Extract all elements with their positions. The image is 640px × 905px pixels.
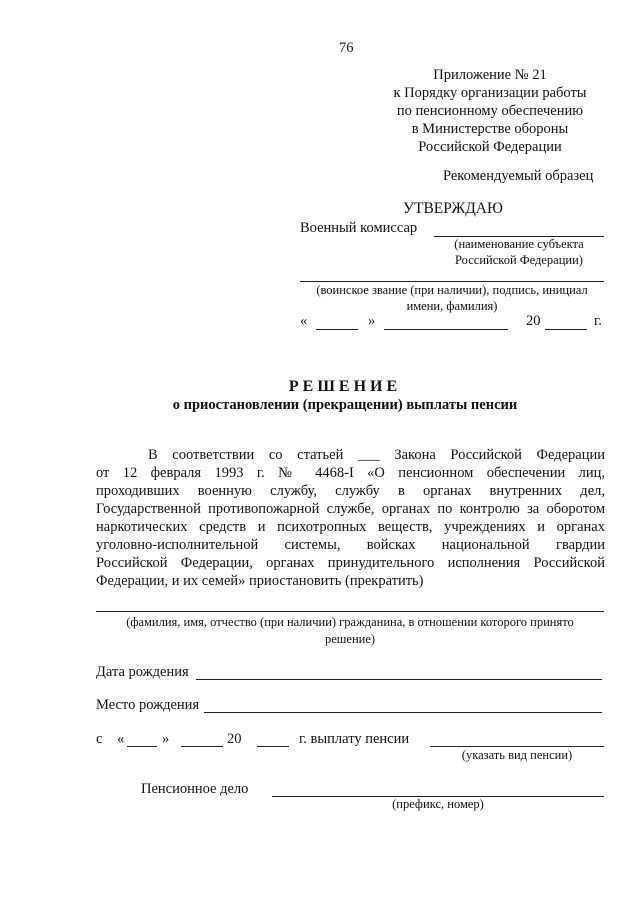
date-day-line — [316, 329, 358, 330]
pension-type-line — [430, 746, 604, 747]
person-hint-2: решение) — [324, 632, 376, 646]
birth-place-label: Место рождения — [96, 697, 200, 713]
subject-hint-2: Российской Федерации) — [455, 253, 583, 267]
person-hint-1: (фамилия, имя, отчество (при наличии) гражданина, в отношении которого принято — [126, 615, 574, 629]
body-line-3: проходивших военную службу, службу в органах внутренних дел, — [96, 483, 605, 499]
appendix-line-5: Российской Федерации — [418, 139, 562, 155]
subject-hint-1: (наименование субъекта — [454, 237, 584, 251]
payment-day-line — [127, 746, 157, 747]
decision-title: РЕШЕНИЕ — [288, 378, 402, 395]
body-line-8: Федерации, и их семей» приостановить (прекратить) — [96, 573, 424, 589]
appendix-line-3: по пенсионному обеспечению — [396, 103, 584, 119]
recommended-sample: Рекомендуемый образец — [443, 168, 594, 184]
payment-month-line — [181, 746, 223, 747]
pension-case-hint: (префикс, номер) — [392, 797, 484, 811]
birth-date-label: Дата рождения — [96, 664, 189, 680]
body-line-5: наркотических средств и психотропных веществ, учреждениях и органах — [96, 519, 605, 535]
payment-open-quote: « — [117, 731, 125, 747]
payment-close-quote: » — [162, 731, 170, 747]
date-close-quote: » — [368, 313, 376, 329]
person-name-line — [96, 611, 604, 612]
body-line-7: Российской Федерации, органах принудительного исполнения Российской — [96, 555, 605, 571]
payment-g-text: г. выплату пенсии — [299, 731, 410, 747]
pension-case-label: Пенсионное дело — [141, 781, 249, 797]
birth-place-line — [204, 712, 602, 713]
rank-hint-2: имени, фамилия) — [406, 299, 498, 313]
birth-date-line — [196, 679, 602, 680]
appendix-line-4: в Министерстве обороны — [411, 121, 569, 137]
rank-line — [300, 281, 604, 282]
payment-year-line — [257, 746, 289, 747]
date-open-quote: « — [300, 313, 308, 329]
body-line-4: Государственной противопожарной службе, органах по контролю за оборотом — [96, 501, 605, 517]
date-year: 20 — [526, 313, 541, 329]
payment-from: с — [96, 731, 103, 747]
page-number: 76 — [339, 40, 354, 56]
commissar-label: Военный комиссар — [300, 220, 418, 236]
date-year-line — [545, 329, 587, 330]
body-line-6: уголовно-исполнительной системы, войсках национальной гвардии — [96, 537, 605, 553]
body-line-2: от 12 февраля 1993 г. № 4468-I «О пенсионном обеспечении лиц, — [96, 465, 605, 481]
rank-hint-1: (воинское звание (при наличии), подпись, инициал — [316, 283, 588, 297]
payment-year: 20 — [227, 731, 242, 747]
appendix-line-2: к Порядку организации работы — [393, 85, 587, 101]
date-month-line — [384, 329, 508, 330]
body-line-1: В соответствии со статьей ___ Закона Российской Федерации — [148, 447, 605, 463]
date-g: г. — [594, 313, 602, 329]
pension-type-hint: (указать вид пенсии) — [461, 748, 573, 762]
decision-subtitle: о приостановлении (прекращении) выплаты пенсии — [172, 397, 518, 413]
approve-title: УТВЕРЖДАЮ — [403, 200, 503, 217]
appendix-line-1: Приложение № 21 — [433, 67, 547, 83]
